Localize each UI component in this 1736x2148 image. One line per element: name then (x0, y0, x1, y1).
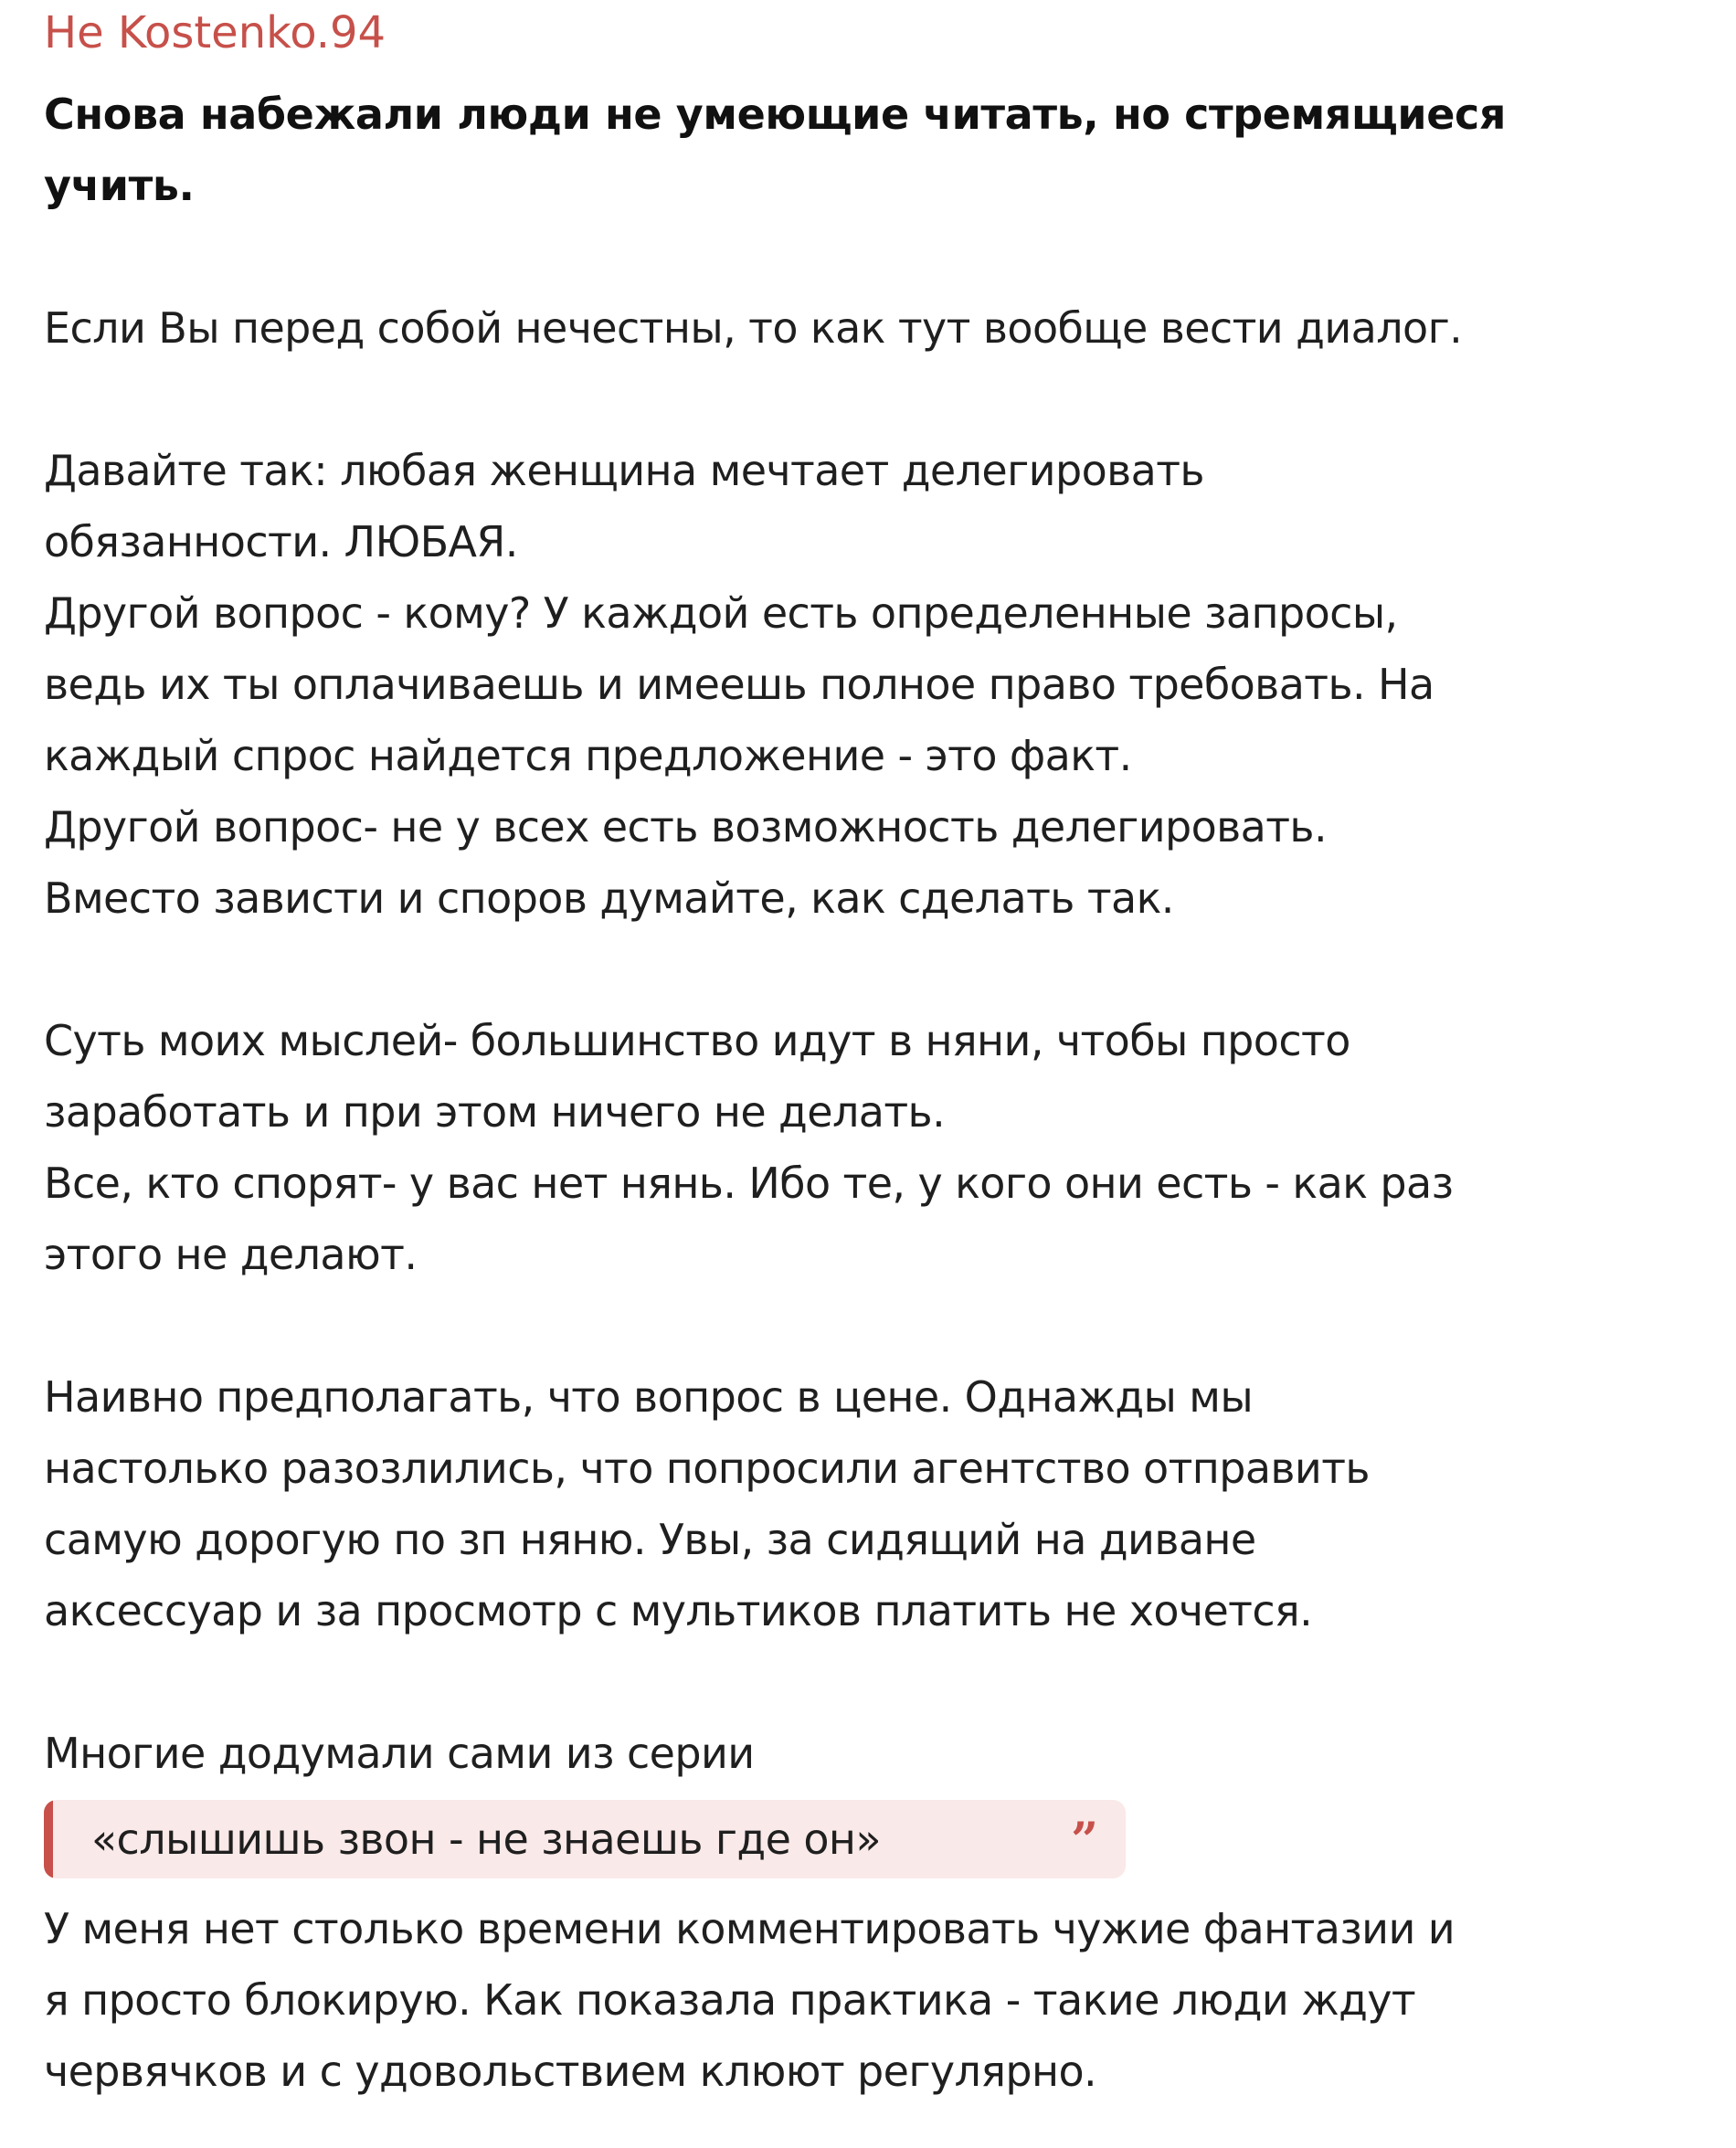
message-text (44, 79, 1707, 2107)
blockquote (44, 1800, 1126, 1878)
text-line: аксессуар и за просмотр с мультиков платить не хочется. (44, 1586, 1313, 1635)
quote-mark-icon: ” (1071, 1813, 1098, 1868)
text-line: ведь их ты оплачиваешь и имеешь полное право требовать. На (44, 660, 1434, 709)
text-line: настолько разозлились, что попросили агентство отправить (44, 1444, 1370, 1493)
blank-line (44, 934, 1707, 1005)
text-line: заработать и при этом ничего не делать. (44, 1087, 946, 1137)
heading-line: учить. (44, 161, 195, 210)
text-line: Все, кто спорят- у вас нет нянь. Ибо те, у кого они есть - как раз (44, 1159, 1454, 1208)
blank-line (44, 1646, 1707, 1718)
text-line: Если Вы перед собой нечестны, то как тут вообще вести диалог. (44, 303, 1463, 353)
text-line: Давайте так: любая женщина мечтает делегировать (44, 446, 1204, 495)
text-line: я просто блокирую. Как показала практика - такие люди ждут (44, 1975, 1416, 2025)
blank-line (44, 364, 1707, 435)
text-line: Многие додумали сами из серии (44, 1729, 755, 1778)
blank-line (44, 221, 1707, 292)
text-line: обязанности. ЛЮБАЯ. (44, 517, 518, 566)
text-line: Другой вопрос - кому? У каждой есть определенные запросы, (44, 588, 1398, 638)
text-line: Суть моих мыслей- большинство идут в няни, чтобы просто (44, 1016, 1350, 1065)
text-line: Вместо зависти и споров думайте, как сделать так. (44, 873, 1174, 923)
text-line: Наивно предполагать, что вопрос в цене. Однажды мы (44, 1372, 1254, 1422)
text-line: каждый спрос найдется предложение - это факт. (44, 731, 1132, 780)
text-line: этого не делают. (44, 1230, 418, 1279)
quote-accent-bar (44, 1800, 53, 1878)
text-line: У меня нет столько времени комментировать чужие фантазии и (44, 1904, 1455, 1953)
text-line: Другой вопрос- не у всех есть возможность делегировать. (44, 802, 1327, 852)
author-name[interactable]: Не Kostenko.94 (44, 7, 386, 58)
text-line: червячков и с удовольствием клюют регулярно. (44, 2047, 1097, 2096)
heading-line: Снова набежали люди не умеющие читать, но стремящиеся (44, 90, 1507, 139)
blank-line (44, 1290, 1707, 1361)
quote-text: «слышишь звон - не знаешь где он» (91, 1815, 881, 1864)
text-line: самую дорогую по зп няню. Увы, за сидящий на диване (44, 1515, 1256, 1564)
